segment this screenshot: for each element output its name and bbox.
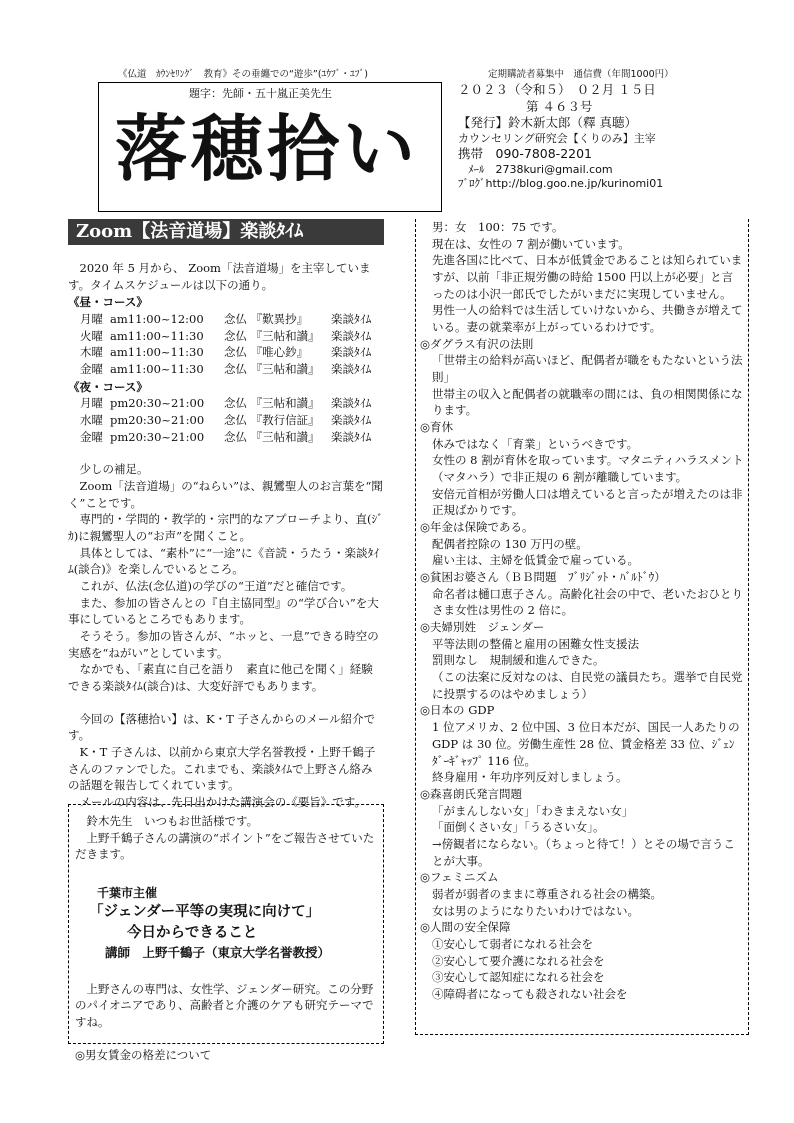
topic-heading: ◎貧困お婆さん（ＢＢ問題 ﾌﾞﾘｼﾞｯﾄ・ﾊﾞﾙﾄﾞｳ） [420, 570, 666, 585]
schedule-time: am11:00~11:30 [110, 362, 204, 377]
paragraph: 今回の【落穂拾い】は、K・T 子さんからのメール紹介です。 [68, 711, 376, 743]
issue-number: 第 ４６３号 [526, 98, 593, 114]
body-line: 男：女 100：75 です。 [432, 220, 564, 234]
paragraph: 具体としては、“素朴”に“一途”に《音読・うたう・楽談ﾀｲﾑ(談合)》を楽しんでいるところ。 [68, 545, 380, 577]
body-line: 配偶者控除の 130 万円の壁。 [432, 536, 588, 551]
schedule-sutra: 念仏 『教行信証』 [224, 413, 320, 428]
paragraph: これが、仏法(念仏道)の学びの“王道”だと確信です。 [79, 579, 353, 594]
schedule-day: 月曜 [80, 312, 103, 327]
body-line: 女は男のようになりたいわけではない。 [432, 903, 639, 918]
body-line: ④障碍者になっても殺されない社会を [432, 986, 628, 1001]
body-line: ②安心して要介護になれる社会を [432, 953, 605, 968]
schedule-row [68, 429, 384, 446]
intro-paragraph: 2020 年 5 月から、 Zoom「法音道場」を主宰しています。タイムスケジュールは以下の通り。 [68, 261, 371, 292]
topic-heading: ◎年金は保険である。 [420, 520, 534, 535]
schedule-day: 水曜 [80, 413, 103, 428]
topic-heading: ◎人間の安全保障 [420, 920, 511, 935]
schedule-type: 楽談ﾀｲﾑ [331, 429, 372, 444]
body-line: 命名者は樋口恵子さん。高齢化社会の中で、老いたおひとりさま女性は男性の 2 倍に。 [432, 586, 743, 618]
event-host: 千葉市主催 [97, 886, 158, 901]
schedule-sutra: 念仏 『唯心鈔』 [224, 345, 309, 360]
schedule-type: 楽談ﾀｲﾑ [331, 362, 372, 377]
body-line: ③安心して認知症になれる社会を [432, 970, 605, 985]
blog-url: ﾌﾞﾛｸﾞhttp://blog.goo.ne.jp/kurinomi01 [458, 177, 664, 191]
body-line: 安倍元首相が労働人口は増えていると言ったが増えたのは非正規ばかりです。 [432, 486, 743, 518]
tagline: 《仏道 ｶｳﾝｾﾘﾝｸﾞ 教育》その垂纏での“遊歩”(ﾕｳﾌﾞ・ﾕﾌﾞ) [118, 69, 369, 80]
schedule-time: pm20:30~21:00 [110, 396, 205, 411]
email: ﾒｰﾙ 2738kuri@gmail.com [468, 162, 613, 176]
schedule-type: 楽談ﾀｲﾑ [331, 345, 372, 360]
mail-box [68, 804, 384, 1062]
subscription-notice: 定期購読者募集中 通信費（年間1000円） [488, 69, 674, 80]
body-line: 世帯主の収入と配偶者の就職率の間には、負の相関関係になります。 [432, 386, 743, 418]
schedule-day: 月曜 [80, 396, 103, 411]
body-line: （この法案に反対なのは、自民党の議員たち。選挙で自民党に投票するのはやめましょう） [432, 670, 743, 701]
schedule-time: pm20:30~21:00 [110, 413, 205, 428]
masthead-box [98, 82, 442, 212]
schedule-day: 金曜 [80, 429, 103, 444]
supplement-paragraphs [68, 461, 384, 694]
paragraph: なかでも、「素直に自己を語り 素直に他己を聞く」経験できる楽談ﾀｲﾑ(談合)は、大変好評でもあります。 [68, 662, 373, 694]
body-line: 「がまんしない女」「わきまえない女」 [432, 803, 634, 818]
night-course-list [68, 395, 384, 445]
event-lecturer: 講師 上野千鶴子（東京大学名誉教授） [105, 945, 331, 961]
mail-intro-paragraphs [68, 711, 384, 811]
issue-date: ２０２３（令和５） ０２月 １５日 [458, 82, 656, 97]
body-line: 休みではなく「育業」というべきです。 [432, 436, 639, 451]
body-line: 「世帯主の給料が高いほど、配偶者が職をもたないという法則」 [432, 353, 743, 385]
topic-heading: ◎夫婦別姓 ジェンダー [420, 620, 545, 635]
topic-heading: ◎育休 [420, 420, 454, 435]
publication-info [458, 82, 738, 192]
schedule-sutra: 念仏 『三帖和讃』 [224, 362, 320, 377]
publisher: 【発行】鈴木新太郎（釋 真聴） [458, 115, 637, 130]
phone: 携帯 090-7808-2201 [458, 146, 593, 162]
event-title: 「ジェンダー平等の実現に向けて」 [89, 904, 321, 921]
schedule-row [68, 344, 384, 361]
paragraph: また、参加の皆さんとの『自主協同型』の“学び合い”を大事にしているところでもあります。 [68, 595, 379, 627]
topic-heading: ◎日本の GDP [420, 703, 495, 718]
paragraph: K・T 子さんは、以前から東京大学名誉教授・上野千鶴子さんのファンでした。これまでも、楽談ﾀｲﾑで上野さん絡みの話題を報告してくれています。 [68, 745, 376, 793]
schedule-day: 木曜 [80, 345, 103, 360]
event-subtitle: 今日からできること [127, 925, 258, 942]
paragraph: メールの内容は、先日出かけた講演会の《要旨》です。 [79, 795, 366, 810]
paragraph: 専門的・学問的・教学的・宗門的なアプローチより、直(ｼﾞｶ)に親鸞聖人の“お声”を聞くこと。 [68, 512, 383, 544]
body-line: 男性一人の給料では生活していけないから、共働きが増えている。妻の就業率が上がっているわけです。 [432, 303, 743, 335]
section-title: Zoom【法音道場】楽談ﾀｲﾑ [68, 219, 384, 245]
schedule-sutra: 念仏 『三帖和讃』 [224, 429, 320, 444]
body-line: 1 位アメリカ、2 位中国、3 位日本だが、国民一人あたりの GDP は 30 位。労働生産性 28 位、賃金格差 33 位、ｼﾞｪﾝﾀﾞｰｷﾞｬｯﾌﾟ 116 位。 [432, 720, 740, 768]
paragraph: Zoom「法音道場」の“ねらい”は、親鸞聖人のお言葉を“聞く”ことです。 [68, 479, 383, 510]
paragraph: 少しの補足。 [79, 462, 149, 477]
body-line: 終身雇用・年功序列反対しましょう。 [432, 770, 628, 785]
day-course-title: 《昼・コース》 [68, 295, 148, 310]
schedule-day: 火曜 [80, 328, 103, 343]
day-course-list [68, 311, 384, 378]
body-line: 雇い主は、主婦を低賃金で雇っている。 [432, 553, 639, 568]
schedule-sutra: 念仏 『三帖和讃』 [224, 396, 320, 411]
mail-greeting: 鈴木先生 いつもお世話様です。 [86, 814, 259, 828]
left-column [68, 260, 384, 811]
body-line: 罰則なし 規制緩和進んできた。 [432, 653, 605, 668]
body-line: 弱者が弱者のままに尊重される社会の構築。 [432, 886, 662, 901]
organization: カウンセリング研究会【くりのみ】主宰 [458, 131, 656, 145]
night-course-title: 《夜・コース》 [68, 379, 148, 394]
schedule-type: 楽談ﾀｲﾑ [331, 396, 372, 411]
ueno-paragraph: 上野さんの専門は、女性学、ジェンダー研究。この分野のパイオニアであり、高齢者と介護のケアも研究テーマですね。 [75, 981, 374, 1029]
schedule-type: 楽談ﾀｲﾑ [331, 312, 372, 327]
paragraph: そうそう。参加の皆さんが、“ホッと、一息”できる時空の実感を“ねがい”としています。 [68, 629, 379, 660]
schedule-time: am11:00~11:30 [110, 328, 204, 343]
right-column [415, 219, 749, 1035]
schedule-row [68, 361, 384, 378]
mail-body: 上野千鶴子さんの講演の“ポイント”をご報告させていただきます。 [75, 830, 375, 862]
body-line: 女性の 8 割が育休を取っています。マタニティハラスメント（マタハラ）で非正規の 6 割が離職しています。 [432, 453, 744, 485]
body-line: 「面倒くさい女」「うるさい女」。 [432, 820, 605, 835]
schedule-row [68, 412, 384, 429]
schedule-time: pm20:30~21:00 [110, 429, 205, 444]
schedule-time: am11:00~12:00 [110, 312, 204, 327]
body-line: ①安心して弱者になれる社会を [432, 936, 593, 951]
masthead-title: 落穂拾い [115, 106, 420, 191]
schedule-time: am11:00~11:30 [110, 345, 204, 360]
body-line: 現在は、女性の 7 割が働いています。 [432, 236, 630, 251]
topic-heading: ◎フェミニズム [420, 870, 499, 885]
body-line: 先進各国に比べて、日本が低賃金であることは知られていますが、以前「非正規労働の時給 1500 円以上が必要」と言ったのは小沢一郎氏でしたがいまだに実現していません。 [432, 253, 743, 301]
schedule-row [68, 328, 384, 345]
topic-heading: ◎ダグラス有沢の法則 [420, 336, 534, 351]
body-line: →傍観者にならない。（ちょっと待て！）とその場で言うことが大事。 [432, 836, 735, 868]
schedule-type: 楽談ﾀｲﾑ [331, 413, 372, 428]
topic-heading: ◎森喜朗氏発言問題 [420, 786, 523, 801]
event-block [75, 885, 377, 963]
title-credit: 題字：先師・五十嵐正美先生 [189, 87, 332, 100]
schedule-day: 金曜 [80, 362, 103, 377]
wage-gap-heading: ◎男女賃金の格差について [75, 1047, 212, 1062]
schedule-row [68, 395, 384, 412]
schedule-sutra: 念仏 『三帖和讃』 [224, 328, 320, 343]
body-line: 平等法則の整備と雇用の困難女性支援法 [432, 636, 639, 651]
schedule-sutra: 念仏 『歎異抄』 [224, 312, 309, 327]
schedule-type: 楽談ﾀｲﾑ [331, 328, 372, 343]
schedule-row [68, 311, 384, 328]
